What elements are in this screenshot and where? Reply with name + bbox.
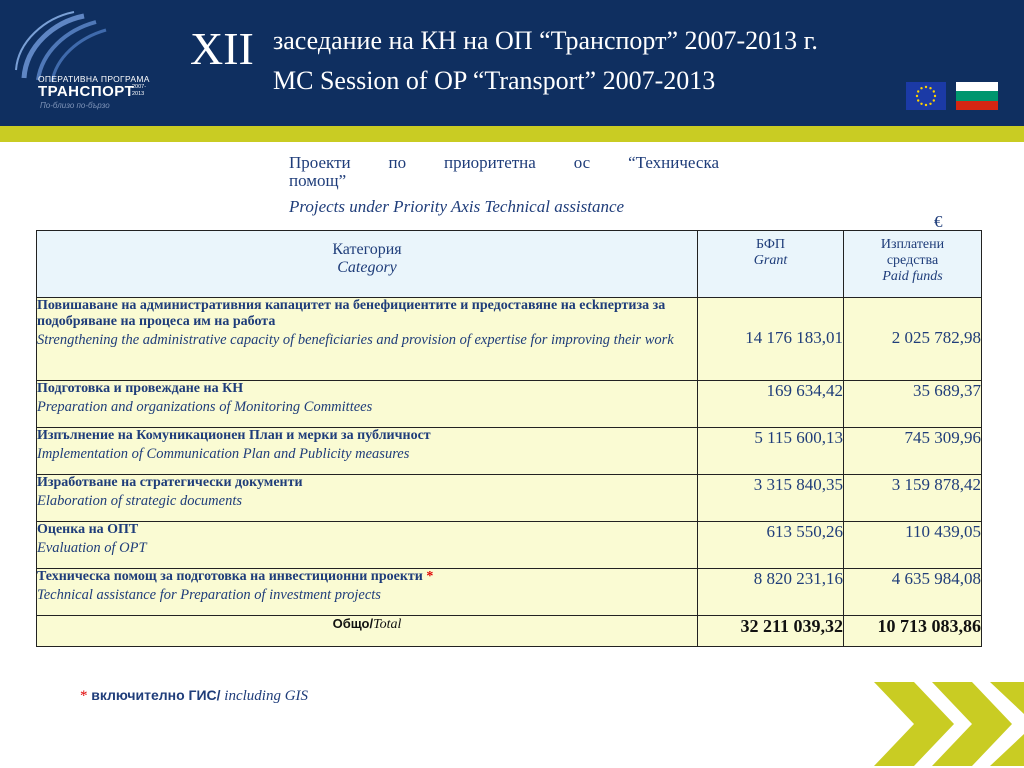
page-title-bg: заседание на КН на ОП “Транспорт” 2007-2013 г. (273, 26, 818, 55)
category-cell (37, 475, 698, 522)
category-en: Preparation and organizations of Monitoring Committees (37, 399, 373, 415)
subtitle-bg-line2: помощ” (289, 171, 347, 190)
header-accent-bar (0, 126, 1024, 142)
header-category-bg: Категория (332, 241, 402, 258)
table-row (37, 428, 982, 475)
category-en: Strengthening the administrative capacity of beneficiaries and provision of expertise for improving their work (37, 332, 674, 348)
category-cell (37, 522, 698, 569)
header-band (0, 0, 1024, 126)
header-category-en: Category (337, 259, 397, 276)
category-en: Evaluation of OPT (37, 540, 147, 556)
table-header-row (37, 231, 982, 298)
paid-cell: 35 689,37 (844, 381, 982, 428)
paid-cell: 3 159 878,42 (844, 475, 982, 522)
total-label (37, 616, 698, 647)
subtitle-bg-line1: Проекти по приоритетна ос “Техническа (289, 153, 719, 172)
header-category (37, 231, 698, 298)
eu-flag-icon (906, 82, 946, 110)
table-row (37, 381, 982, 428)
category-bg: Изработване на стратегически документи (37, 475, 303, 490)
table-row (37, 522, 982, 569)
header-paid-en: Paid funds (882, 269, 943, 284)
grant-cell: 8 820 231,16 (698, 569, 844, 616)
next-chevrons-icon (870, 680, 1024, 768)
grant-cell: 5 115 600,13 (698, 428, 844, 475)
category-bg: Подготовка и провеждане на КН (37, 381, 244, 396)
paid-cell: 2 025 782,98 (844, 298, 982, 381)
category-cell (37, 569, 698, 616)
session-number: XII (190, 23, 254, 74)
logo-years-start: 2007- (132, 84, 147, 90)
bulgaria-flag-icon (956, 82, 998, 110)
category-bg: Оценка на ОПТ (37, 522, 139, 537)
logo-years-end: 2013 (132, 91, 145, 97)
table-row (37, 298, 982, 381)
category-cell (37, 381, 698, 428)
logo-slogan: По-близо по-бързо (40, 101, 110, 110)
header-paid-bg2: средства (886, 253, 939, 268)
subtitle-en: Projects under Priority Axis Technical assistance (289, 197, 625, 216)
footnote (80, 687, 308, 705)
total-label-en: Total (373, 617, 402, 632)
paid-cell: 4 635 984,08 (844, 569, 982, 616)
total-label-bg: Общо/ (332, 616, 374, 631)
currency-label: € (934, 212, 943, 231)
logo-line1: ОПЕРАТИВНА ПРОГРАМА (38, 74, 150, 84)
footnote-en: including GIS (224, 688, 309, 704)
category-en: Elaboration of strategic documents (37, 493, 242, 509)
projects-table (36, 230, 982, 647)
table-total-row (37, 616, 982, 647)
footnote-bg: включително ГИС/ (91, 687, 221, 703)
page-title-en: MC Session of OP “Transport” 2007-2013 (273, 66, 716, 95)
header-paid-bg1: Изплатени (880, 237, 945, 252)
category-en: Technical assistance for Preparation of investment projects (37, 587, 381, 603)
total-paid: 10 713 083,86 (844, 616, 982, 647)
category-en: Implementation of Communication Plan and Publicity measures (37, 446, 410, 462)
footnote-star: * (80, 688, 88, 704)
header-grant (698, 231, 844, 298)
paid-cell: 745 309,96 (844, 428, 982, 475)
logo-years (132, 84, 146, 98)
table-row (37, 475, 982, 522)
grant-cell: 613 550,26 (698, 522, 844, 569)
category-cell (37, 428, 698, 475)
table-row (37, 569, 982, 616)
grant-cell: 3 315 840,35 (698, 475, 844, 522)
logo-line2: ТРАНСПОРТ (38, 83, 135, 100)
grant-cell: 14 176 183,01 (698, 298, 844, 381)
header-grant-bg: БФП (756, 237, 785, 252)
header-paid (844, 231, 982, 298)
category-bg (37, 569, 697, 585)
category-bg: Повишаване на административния капацитет на бенефициентите и предоставяне на есkпертиза за подобряване на процеса им на работа (37, 298, 666, 329)
footnote-star: * (426, 569, 434, 584)
header-grant-en: Grant (753, 253, 788, 268)
category-bg-text: Техническа помощ за подготовка на инвестиционни проекти (37, 569, 423, 584)
category-cell (37, 298, 698, 381)
paid-cell: 110 439,05 (844, 522, 982, 569)
grant-cell: 169 634,42 (698, 381, 844, 428)
category-bg: Изпълнение на Комуникационен План и мерки за публичност (37, 428, 431, 443)
total-grant: 32 211 039,32 (698, 616, 844, 647)
